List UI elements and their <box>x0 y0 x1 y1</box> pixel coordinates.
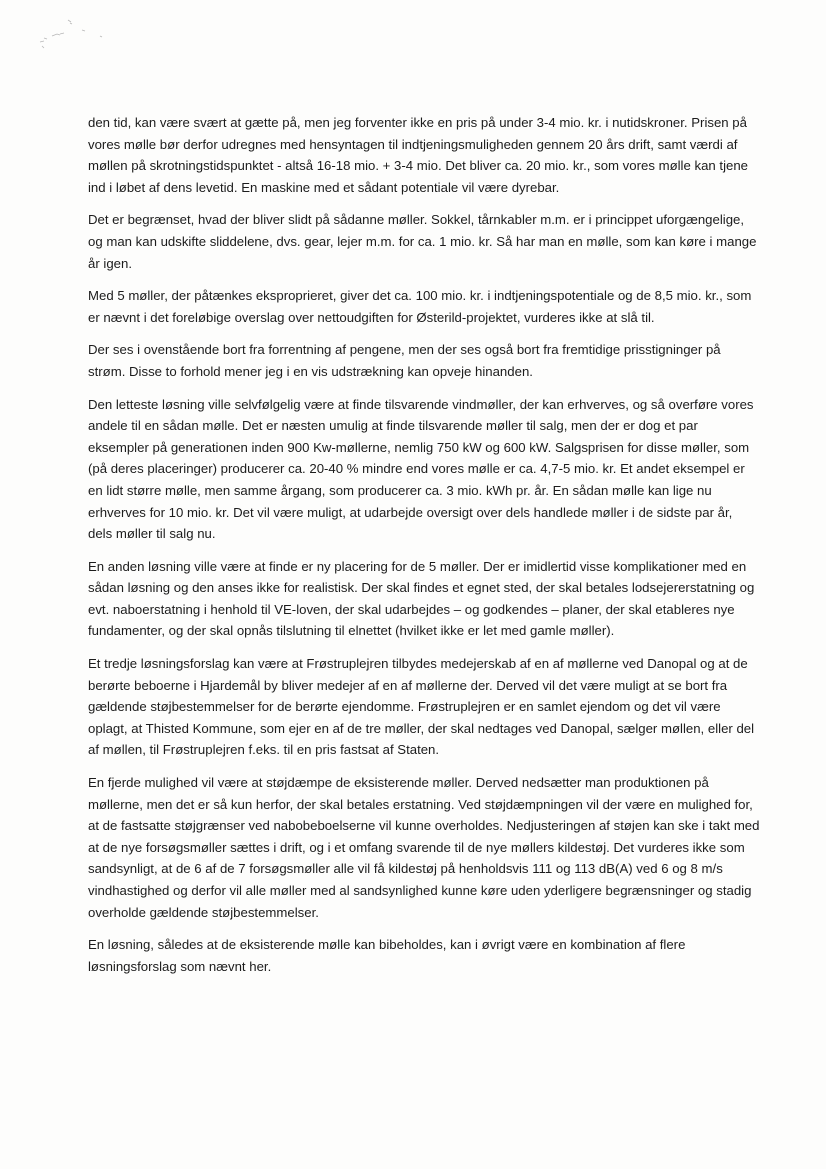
paragraph-4: Der ses i ovenstående bort fra forrentning af pengene, men der ses også bort fra fremtidige prisstigninger på strøm. Disse to forhold mener jeg i en vis udstrækning kan opveje hinanden. <box>88 342 721 379</box>
document-body <box>88 112 760 988</box>
paragraph-2: Det er begrænset, hvad der bliver slidt på sådanne møller. Sokkel, tårnkabler m.m. er i princippet uforgængelige, og man kan udskifte sliddelene, dvs. gear, lejer m.m. for ca. 1 mio. kr. Så har man en mølle, som kan køre i mange år igen. <box>88 212 757 271</box>
paragraph-5: Den letteste løsning ville selvfølgelig være at finde tilsvarende vindmøller, der kan erhverves, og så overføre vores andele til en sådan mølle. Det er næsten umulig at finde tilsvarende møller til salg, men der er dog et par eksempler på generationen inden 900 Kw-møllerne, nemlig 750 kW og 600 kW. Salgsprisen for disse møller, som (på deres placeringer) producerer ca. 20-40 % mindre end vores mølle er ca. 4,7-5 mio. kr. Et andet eksempel er en lidt større mølle, men samme årgang, som producerer ca. 3 mio. kWh pr. år. En sådan mølle kan lige nu erhverves for 10 mio. kr. Det vil være muligt, at udarbejde oversigt over dels handlede møller i de sidste par år, dels møller til salg nu. <box>88 396 754 542</box>
paragraph-9: En løsning, således at de eksisterende mølle kan bibeholdes, kan i øvrigt være en kombination af flere løsningsforslag som nævnt her. <box>88 937 686 974</box>
paragraph-6: En anden løsning ville være at finde er ny placering for de 5 møller. Der er imidlertid visse komplikationer med en sådan løsning og den anses ikke for realistisk. Der skal findes et egnet sted, der skal betales lodsejererstatning og evt. naboerstatning i henhold til VE-loven, der skal udarbejdes – og godkendes – planer, der skal etableres nye fundamenter, og der skal opnås tilslutning til elnettet (hvilket ikke er let med gamle møller). <box>88 558 755 639</box>
paragraph-7: Et tredje løsningsforslag kan være at Frøstruplejren tilbydes medejerskab af en af møllerne ved Danopal og at de berørte beboerne i Hjardemål by bliver medejer af en af møllerne der. Derved vil det være muligt at se bort fra gældende støjbestemmelser for de berørte ejendomme. Frøstruplejren er en samlet ejendom og det vil være oplagt, at Thisted Kommune, som ejer en af de tre møller, der skal nedtages ved Danopal, sælger møllen, eller del af møllen, til Frøstruplejren f.eks. til en pris fastsat af Staten. <box>88 656 755 758</box>
scan-artifact-mark <box>30 14 110 54</box>
paragraph-1: den tid, kan være svært at gætte på, men jeg forventer ikke en pris på under 3-4 mio. kr. i nutidskroner. Prisen på vores mølle bør derfor udregnes med hensyntagen til indtjeningsmuligheden gennem 20 års drift, samt værdi af møllen på skrotningstidspunktet - altså 16-18 mio. + 3-4 mio. Det bliver ca. 20 mio. kr., som vores mølle kan tjene ind i løbet af dens levetid. En maskine med et sådant potentiale vil være dyrebar. <box>88 115 749 195</box>
paragraph-3: Med 5 møller, der påtænkes eksproprieret, giver det ca. 100 mio. kr. i indtjeningspotentiale og de 8,5 mio. kr., som er nævnt i det foreløbige overslag over nettoudgiften for Østerild-projektet, vurderes ikke at slå til. <box>88 288 752 325</box>
paragraph-8: En fjerde mulighed vil være at støjdæmpe de eksisterende møller. Derved nedsætter man produktionen på møllerne, men det er så kun herfor, der skal betales erstatning. Ved støjdæmpningen vil der være en mulighed for, at de fastsatte støjgrænser ved nabobeboelserne vil kunne overholdes. Nedjusteringen af støjen kan ske i takt med at de nye forsøgsmøller sættes i drift, og i et omfang svarende til de nye møllers kildestøj. Det vurderes ikke som sandsynligt, at de 6 af de 7 forsøgsmøller alle vil få kildestøj på henholdsvis 111 og 113 dB(A) ved 6 og 8 m/s vindhastighed og derfor vil alle møller med al sandsynlighed kunne køre uden yderligere begrænsninger og stadig overholde gældende støjbestemmelser. <box>88 775 760 920</box>
